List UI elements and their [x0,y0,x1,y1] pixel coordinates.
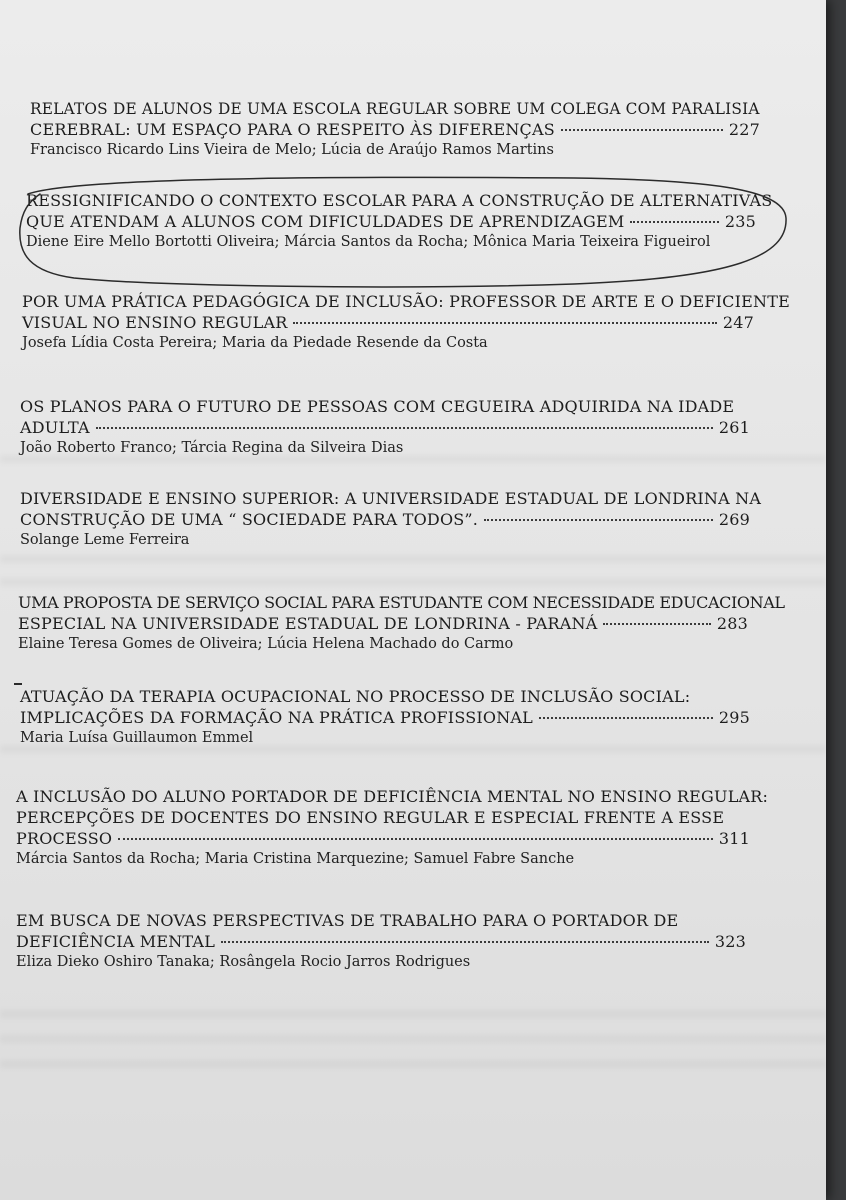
entry-title-line [20,417,750,438]
entry-title-line [22,312,754,333]
entry-title-line [20,707,750,728]
dot-leader [561,129,723,131]
entry-authors: João Roberto Franco; Tárcia Regina da Silveira Dias [20,440,404,456]
entry-title-text: PERCEPÇÕES DE DOCENTES DO ENSINO REGULAR E ESPECIAL FRENTE A ESSE [16,808,725,827]
entry-title-line [16,910,746,931]
entry-authors: Solange Leme Ferreira [20,532,190,548]
page-number: 323 [714,932,746,951]
dot-leader [539,717,713,719]
toc-entry[interactable] [16,910,746,973]
entry-title-line [22,291,790,312]
dot-leader [603,623,710,625]
toc-entry[interactable] [20,488,762,551]
toc-entry[interactable] [16,786,769,870]
entry-title-text: QUE ATENDAM A ALUNOS COM DIFICULDADES DE APRENDIZAGEM [26,212,625,231]
page-number: 235 [724,212,756,231]
entry-title-line [30,98,760,119]
entry-title-text: POR UMA PRÁTICA PEDAGÓGICA DE INCLUSÃO: PROFESSOR DE ARTE E O DEFICIENTE [22,292,790,311]
page-number: 311 [718,829,750,848]
toc-entry[interactable] [20,686,750,749]
entry-title-text: IMPLICAÇÕES DA FORMAÇÃO NA PRÁTICA PROFISSIONAL [20,708,533,727]
entry-authors: Márcia Santos da Rocha; Maria Cristina Marquezine; Samuel Fabre Sanche [16,851,575,867]
entry-title-line [20,686,750,707]
entry-title-text: A INCLUSÃO DO ALUNO PORTADOR DE DEFICIÊNCIA MENTAL NO ENSINO REGULAR: [16,787,769,806]
toc-entry[interactable] [20,396,750,459]
entry-title-line [30,119,760,140]
entry-title-text: ADULTA [20,418,90,437]
pen-mark [14,683,22,685]
entry-title-line [16,931,746,952]
entry-title-text: PROCESSO [16,829,113,848]
entry-authors: Elaine Teresa Gomes de Oliveira; Lúcia Helena Machado do Carmo [18,636,514,652]
page-number: 247 [722,313,754,332]
page-number: 261 [718,418,750,437]
entry-title-text: RELATOS DE ALUNOS DE UMA ESCOLA REGULAR SOBRE UM COLEGA COM PARALISIA [30,99,760,118]
entry-title-line [20,396,750,417]
entry-title-text: CEREBRAL: UM ESPAÇO PARA O RESPEITO ÀS DIFERENÇAS [30,120,555,139]
entry-title-line [26,211,756,232]
entry-authors: Maria Luísa Guillaumon Emmel [20,730,254,746]
toc-entry[interactable] [22,291,790,354]
entry-title-line [20,509,750,530]
page-number: 295 [718,708,750,727]
entry-title-text: DIVERSIDADE E ENSINO SUPERIOR: A UNIVERSIDADE ESTADUAL DE LONDRINA NA [20,489,762,508]
entry-title-text: CONSTRUÇÃO DE UMA “ SOCIEDADE PARA TODOS”. [20,510,479,529]
entry-authors: Francisco Ricardo Lins Vieira de Melo; Lúcia de Araújo Ramos Martins [30,142,554,158]
entry-title-line [20,488,762,509]
entry-title-text: DEFICIÊNCIA MENTAL [16,932,216,951]
page-number: 283 [716,614,748,633]
toc-entry[interactable] [26,190,773,253]
toc-entry[interactable] [30,98,760,161]
entry-title-text: VISUAL NO ENSINO REGULAR [22,313,288,332]
entry-title-line [26,190,773,211]
entry-title-line [18,592,785,613]
entry-title-text: RESSIGNIFICANDO O CONTEXTO ESCOLAR PARA A CONSTRUÇÃO DE ALTERNATIVAS [26,191,773,210]
entry-authors: Eliza Dieko Oshiro Tanaka; Rosângela Rocio Jarros Rodrigues [16,954,471,970]
entry-authors: Diene Eire Mello Bortotti Oliveira; Márcia Santos da Rocha; Mônica Maria Teixeira Figueirol [26,234,711,250]
toc-entry[interactable] [18,592,785,655]
dot-leader [221,941,709,943]
entry-title-line [16,786,769,807]
dot-leader [630,221,718,223]
entry-title-line [16,807,750,828]
entry-title-text: ESPECIAL NA UNIVERSIDADE ESTADUAL DE LONDRINA - PARANÁ [18,614,598,633]
entry-title-text: EM BUSCA DE NOVAS PERSPECTIVAS DE TRABALHO PARA O PORTADOR DE [16,911,679,930]
dot-leader [96,427,713,429]
entry-title-text: UMA PROPOSTA DE SERVIÇO SOCIAL PARA ESTUDANTE COM NECESSIDADE EDUCACIONAL [18,593,785,612]
entry-authors: Josefa Lídia Costa Pereira; Maria da Piedade Resende da Costa [22,335,488,351]
entry-title-line [18,613,748,634]
dot-leader [118,838,713,840]
page-number: 269 [718,510,750,529]
dot-leader [484,519,713,521]
dot-leader [293,322,716,324]
entry-title-text: ATUAÇÃO DA TERAPIA OCUPACIONAL NO PROCESSO DE INCLUSÃO SOCIAL: [20,687,691,706]
page-number: 227 [728,120,760,139]
entry-title-line [16,828,750,849]
entry-title-text: OS PLANOS PARA O FUTURO DE PESSOAS COM CEGUEIRA ADQUIRIDA NA IDADE [20,397,735,416]
